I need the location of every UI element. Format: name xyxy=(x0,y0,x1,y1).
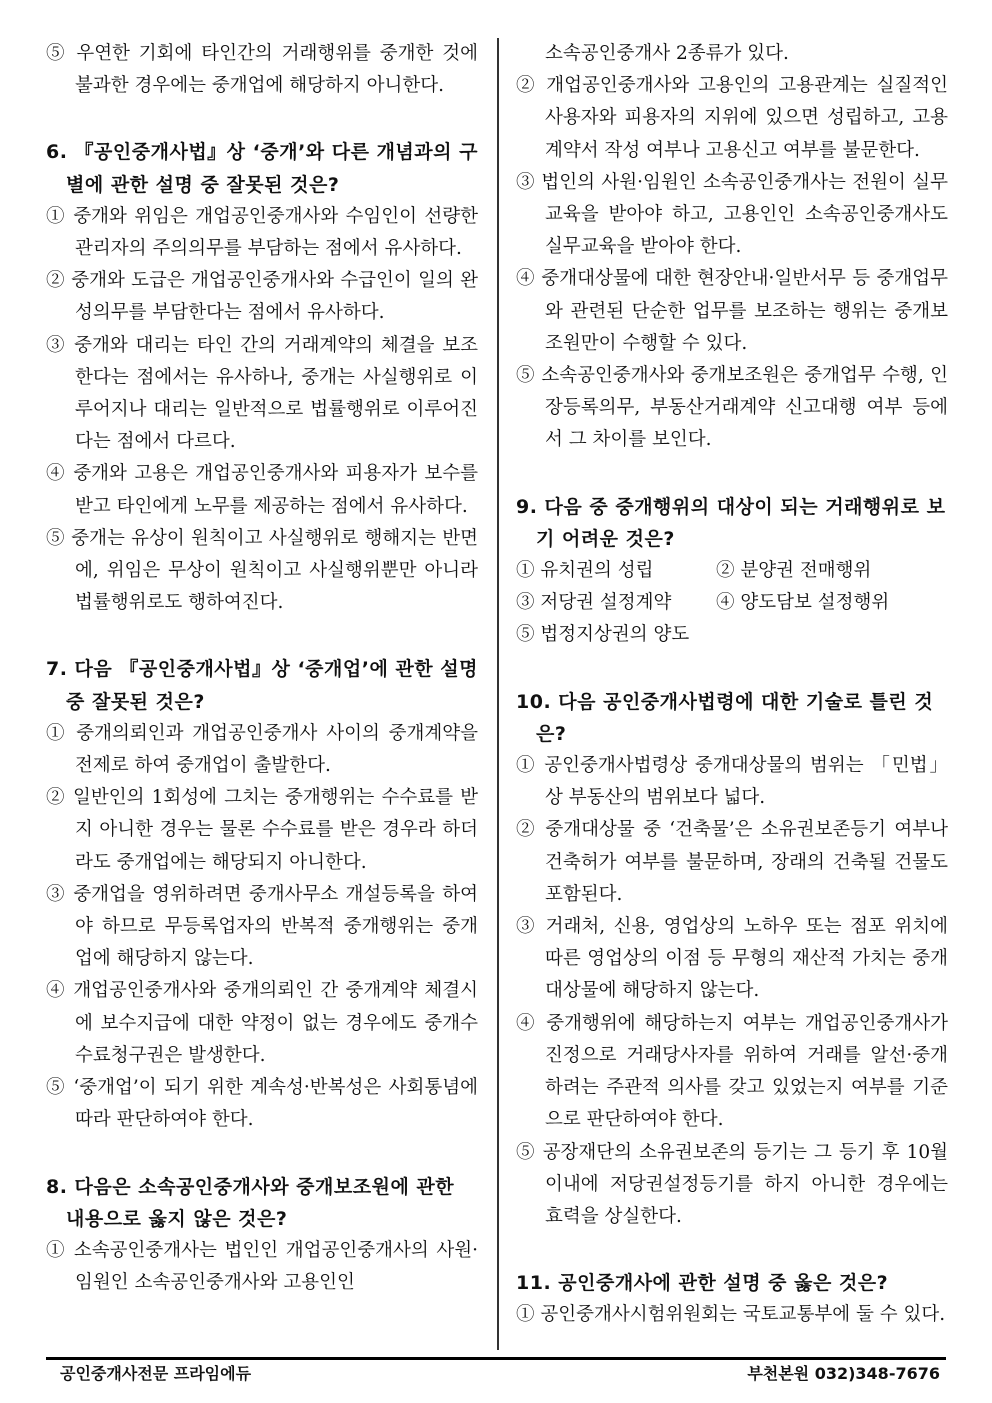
question-heading: 6. 『공인중개사법』상 ‘중개’와 다른 개념과의 구별에 관한 설명 중 잘못된 것은? xyxy=(46,141,478,196)
answer-option: ① 소속공인중개사는 법인인 개업공인중개사의 사원·임원인 소속공인중개사와 고용인인 xyxy=(46,1239,478,1294)
option-row xyxy=(516,555,948,587)
footer-contact: 부천본원 032)348-7676 xyxy=(747,1364,940,1383)
answer-option: ④ 중개와 고용은 개업공인중개사와 피용자가 보수를 받고 타인에게 노무를 제공하는 점에서 유사하다. xyxy=(46,463,478,517)
footer-rule xyxy=(46,1357,946,1360)
answer-option: ② 중개와 도급은 개업공인중개사와 수급인이 일의 완성의무를 부담한다는 점에서 유사하다. xyxy=(46,270,478,324)
answer-option: ④ 개업공인중개사와 중개의뢰인 간 중개계약 체결시에 보수지급에 대한 약정이 없는 경우에도 중개수수료청구권은 발생한다. xyxy=(46,980,478,1066)
right-column xyxy=(516,38,948,1332)
answer-option: ③ 저당권 설정계약 xyxy=(516,592,672,614)
answer-option: ① 공인중개사법령상 중개대상물의 범위는 「민법」상 부동산의 범위보다 넓다. xyxy=(516,755,948,809)
answer-option: ① 중개의뢰인과 개업공인중개사 사이의 중개계약을 전제로 하여 중개업이 출발한다. xyxy=(46,722,478,777)
answer-option: ④ 중개행위에 해당하는지 여부는 개업공인중개사가 진정으로 거래당사자를 위하여 거래를 알선·중개하려는 주관적 의사를 갖고 있었는지 여부를 기준으로 판단하여야 한다. xyxy=(516,1012,948,1131)
answer-option: ① 중개와 위임은 개업공인중개사와 수임인이 선량한 관리자의 주의의무를 부담하는 점에서 유사하다. xyxy=(46,205,478,260)
answer-option: ③ 중개업을 영위하려면 중개사무소 개설등록을 하여야 하므로 무등록업자의 반복적 중개행위는 중개업에 해당하지 않는다. xyxy=(46,883,478,970)
answer-option-continued: 소속공인중개사 2종류가 있다. xyxy=(545,43,789,64)
answer-option: ⑤ 우연한 기회에 타인간의 거래행위를 중개한 것에 불과한 경우에는 중개업에 해당하지 아니한다. xyxy=(46,43,478,97)
answer-option: ⑤ 법정지상권의 양도 xyxy=(516,624,690,646)
answer-option: ② 개업공인중개사와 고용인의 고용관계는 실질적인 사용자와 피용자의 지위에 있으면 성립하고, 고용계약서 작성 여부나 고용신고 여부를 불문한다. xyxy=(516,75,948,161)
answer-option: ② 일반인의 1회성에 그치는 중개행위는 수수료를 받지 아니한 경우는 물론 수수료를 받은 경우라 하더라도 중개업에는 해당되지 아니한다. xyxy=(46,787,478,873)
answer-option: ① 유치권의 성립 xyxy=(516,560,654,582)
answer-option: ② 중개대상물 중 ‘건축물’은 소유권보존등기 여부나 건축허가 여부를 불문하며, 장래의 건축될 건물도 포함된다. xyxy=(516,819,948,905)
question-heading: 7. 다음 『공인중개사법』상 ‘중개업’에 관한 설명 중 잘못된 것은? xyxy=(46,658,478,713)
answer-option: ④ 양도담보 설정행위 xyxy=(716,592,890,614)
question-heading: 8. 다음은 소속공인중개사와 중개보조원에 관한 내용으로 옳지 않은 것은? xyxy=(46,1175,455,1230)
footer-publisher: 공인중개사전문 프라임에듀 xyxy=(60,1364,252,1383)
option-row xyxy=(516,587,948,619)
answer-option: ④ 중개대상물에 대한 현장안내·일반서무 등 중개업무와 관련된 단순한 업무를 보조하는 행위는 중개보조원만이 수행할 수 있다. xyxy=(516,268,948,354)
answer-option: ① 공인중개사시험위원회는 국토교통부에 둘 수 있다. xyxy=(516,1304,946,1326)
question-heading: 9. 다음 중 중개행위의 대상이 되는 거래행위로 보기 어려운 것은? xyxy=(516,495,946,550)
answer-option: ⑤ 공장재단의 소유권보존의 등기는 그 등기 후 10월 이내에 저당권설정등기를 하지 아니한 경우에는 효력을 상실한다. xyxy=(516,1141,948,1227)
column-divider xyxy=(497,38,499,1350)
left-column xyxy=(46,38,478,1299)
question-heading: 10. 다음 공인중개사법령에 대한 기술로 틀린 것은? xyxy=(516,690,934,745)
answer-option: ⑤ ‘중개업’이 되기 위한 계속성·반복성은 사회통념에 따라 판단하여야 한다. xyxy=(46,1077,478,1131)
answer-option: ③ 중개와 대리는 타인 간의 거래계약의 체결을 보조한다는 점에서는 유사하나, 중개는 사실행위로 이루어지나 대리는 일반적으로 법률행위로 이루어진다는 점에서 다르다. xyxy=(46,334,478,453)
answer-option: ② 분양권 전매행위 xyxy=(716,560,872,582)
answer-option: ③ 법인의 사원·임원인 소속공인중개사는 전원이 실무교육을 받아야 하고, 고용인인 소속공인중개사도 실무교육을 받아야 한다. xyxy=(516,171,948,258)
answer-option: ⑤ 소속공인중개사와 중개보조원은 중개업무 수행, 인장등록의무, 부동산거래계약 신고대행 여부 등에서 그 차이를 보인다. xyxy=(516,365,948,451)
answer-option: ③ 거래처, 신용, 영업상의 노하우 또는 점포 위치에 따른 영업상의 이점 등 무형의 재산적 가치는 중개대상물에 해당하지 않는다. xyxy=(516,916,948,1002)
question-heading: 11. 공인중개사에 관한 설명 중 옳은 것은? xyxy=(516,1272,889,1295)
answer-option: ⑤ 중개는 유상이 원칙이고 사실행위로 행해지는 반면에, 위임은 무상이 원칙이고 사실행위뿐만 아니라 법률행위로도 행하여진다. xyxy=(46,527,478,614)
